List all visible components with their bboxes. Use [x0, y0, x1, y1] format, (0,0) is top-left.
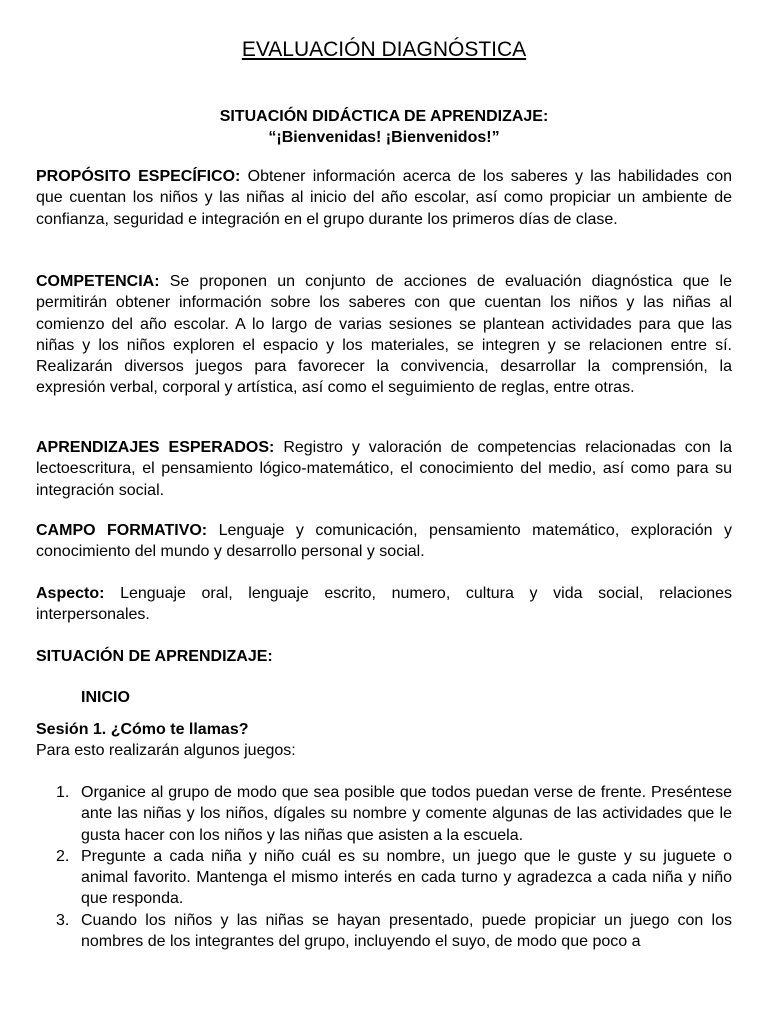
proposito-text: Obtener información acerca de los saberes y las habilidades con que cuentan los niños y las niñas al inicio del año escolar, así como propiciar un ambiente de confianza, seguridad e integración en el grupo durante los primeros días de clase. [36, 168, 732, 228]
sesion-title: Sesión 1. ¿Cómo te llamas? [36, 721, 249, 738]
proposito-paragraph [36, 166, 732, 230]
list-item [56, 782, 732, 846]
competencia-label: COMPETENCIA: [36, 273, 160, 290]
sesion-intro: Para esto realizarán algunos juegos: [36, 742, 296, 759]
campo-label: CAMPO FORMATIVO: [36, 522, 208, 539]
aprendizajes-paragraph [36, 437, 732, 501]
list-item-text: Pregunte a cada niña y niño cuál es su nombre, un juego que le guste y su juguete o animal favorito. Mantenga el mismo interés en cada turno y agradezca a cada niña y niño que responda. [81, 847, 732, 908]
aspecto-paragraph [36, 583, 732, 626]
steps-list [36, 782, 732, 952]
list-item [56, 846, 732, 910]
list-item-text: Cuando los niños y las niñas se hayan presentado, puede propiciar un juego con los nombres de los integrantes del grupo, incluyendo el suyo, de modo que poco a [81, 911, 732, 951]
aprendizajes-text: Registro y valoración de competencias relacionadas con la lectoescritura, el pensamiento lógico-matemático, el conocimiento del medio, así como para su integración social. [36, 439, 733, 499]
campo-paragraph [36, 520, 732, 563]
situacion-didactica-heading: SITUACIÓN DIDÁCTICA DE APRENDIZAJE: [219, 108, 549, 125]
document-title: EVALUACIÓN DIAGNÓSTICA [241, 38, 527, 61]
aspecto-text: Lenguaje oral, lenguaje escrito, numero, cultura y vida social, relaciones interpersonales. [36, 585, 732, 624]
list-item-number: 1. [56, 784, 70, 801]
proposito-label: PROPÓSITO ESPECÍFICO: [36, 168, 241, 185]
competencia-text: Se proponen un conjunto de acciones de evaluación diagnóstica que le permitirán obtener información sobre los saberes con que cuentan los niños y las niñas al comienzo del año escolar. A lo largo de varias sesiones se plantean actividades para que las niñas y los niños exploren el espacio y los materiales, se integren y se relacionen entre sí. Realizarán diversos juegos para favorecer la convivencia, desarrollar la comprensión, la expresión verbal, corporal y artística, así como el seguimiento de reglas, entre otras. [36, 273, 733, 397]
inicio-heading: INICIO [81, 689, 130, 706]
list-item-number: 2. [56, 847, 70, 865]
aspecto-label: Aspecto: [36, 585, 105, 602]
list-item-text: Organice al grupo de modo que sea posible que todos puedan verse de frente. Preséntese ante las niñas y los niños, dígales su nombre y comente algunas de las actividades que le gusta hacer con los niños y las niñas que asisten a la escuela. [81, 784, 732, 844]
situacion-aprendizaje-heading: SITUACIÓN DE APRENDIZAJE: [36, 648, 273, 665]
competencia-paragraph [36, 271, 732, 399]
situacion-didactica-subheading: “¡Bienvenidas! ¡Bienvenidos!” [268, 129, 500, 146]
aprendizajes-label: APRENDIZAJES ESPERADOS: [36, 439, 275, 456]
list-item [56, 910, 732, 953]
campo-text: Lenguaje y comunicación, pensamiento matemático, exploración y conocimiento del mundo y desarrollo personal y social. [36, 522, 732, 561]
list-item-number: 3. [56, 911, 70, 929]
